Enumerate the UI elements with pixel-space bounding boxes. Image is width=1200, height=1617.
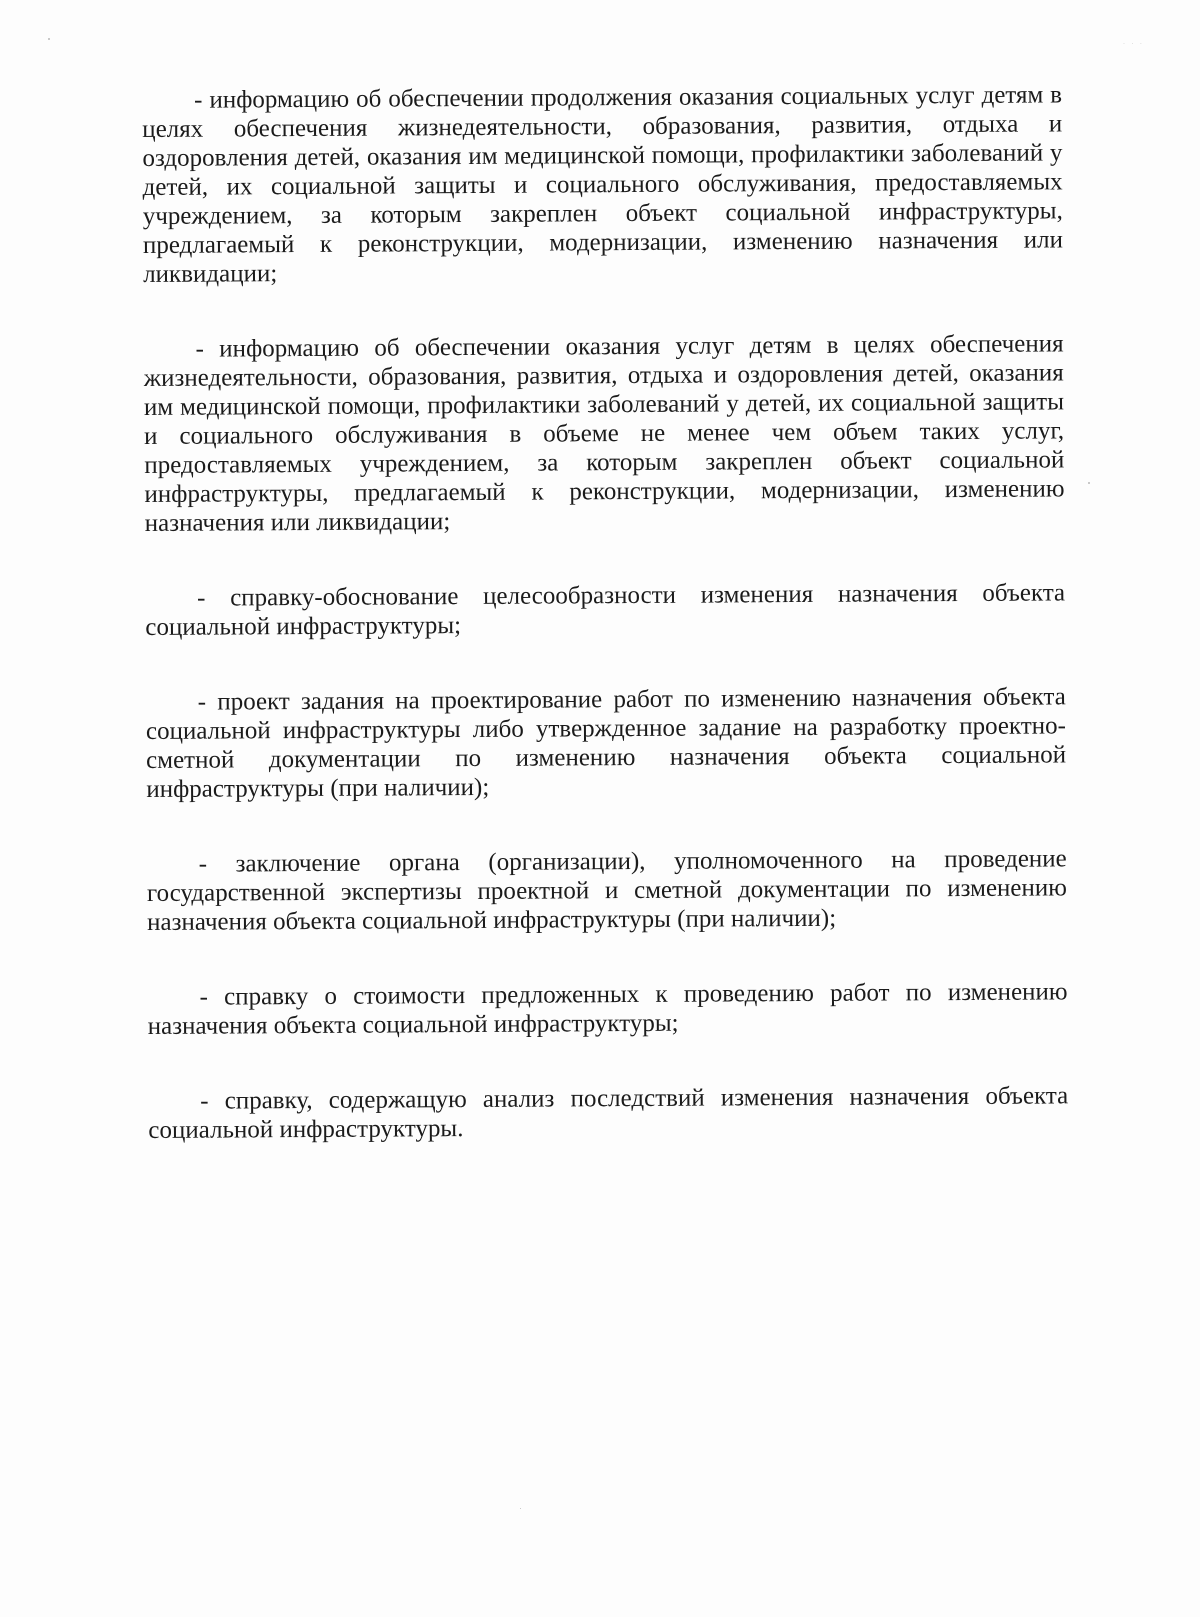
list-item: - справку о стоимости предложенных к проведению работ по изменению назначения объекта социальной инфраструктуры; [147, 978, 1068, 1040]
scan-mark: · · · [1122, 40, 1144, 48]
scan-speck [1088, 482, 1090, 484]
list-item: - информацию об обеспечении продолжения оказания социальных услуг детям в целях обеспечения жизнедеятельности, образования, развития, отдыха и оздоровления детей, оказания им медицинской помощи, профилактики заболеваний у детей, их социальной защиты и социального обслуживания, предоставляемых учреждением, за которым закреплен объект социальной инфраструктуры, предлагаемый к реконструкции, модернизации, изменению назначения или ликвидации; [142, 81, 1064, 288]
list-item: - справку-обоснование целесообразности изменения назначения объекта социальной инфраструктуры; [145, 579, 1066, 641]
list-item: - заключение органа (организации), уполномоченного на проведение государственной экспертизы проектной и сметной документации по изменению назначения объекта социальной инфраструктуры (при наличии); [146, 845, 1067, 936]
list-item: - справку, содержащую анализ последствий изменения назначения объекта социальной инфраструктуры. [148, 1082, 1069, 1144]
list-item: - проект задания на проектирование работ по изменению назначения объекта социальной инфраструктуры либо утвержденное задание на разработку проектно-сметной документации по изменению назначения объекта социальной инфраструктуры (при наличии); [145, 683, 1067, 803]
scan-speck [48, 38, 50, 40]
scan-speck [520, 1508, 521, 1509]
list-item: - информацию об обеспечении оказания услуг детям в целях обеспечения жизнедеятельности, образования, развития, отдыха и оздоровления детей, оказания им медицинской помощи, профилактики заболеваний у детей, их социальной защиты и социального обслуживания в объеме не менее чем объем таких услуг, предоставляемых учреждением, за которым закреплен объект социальной инфраструктуры, предлагаемый к реконструкции, модернизации, изменению назначения или ликвидации; [143, 330, 1065, 537]
document-body [142, 80, 1068, 1145]
